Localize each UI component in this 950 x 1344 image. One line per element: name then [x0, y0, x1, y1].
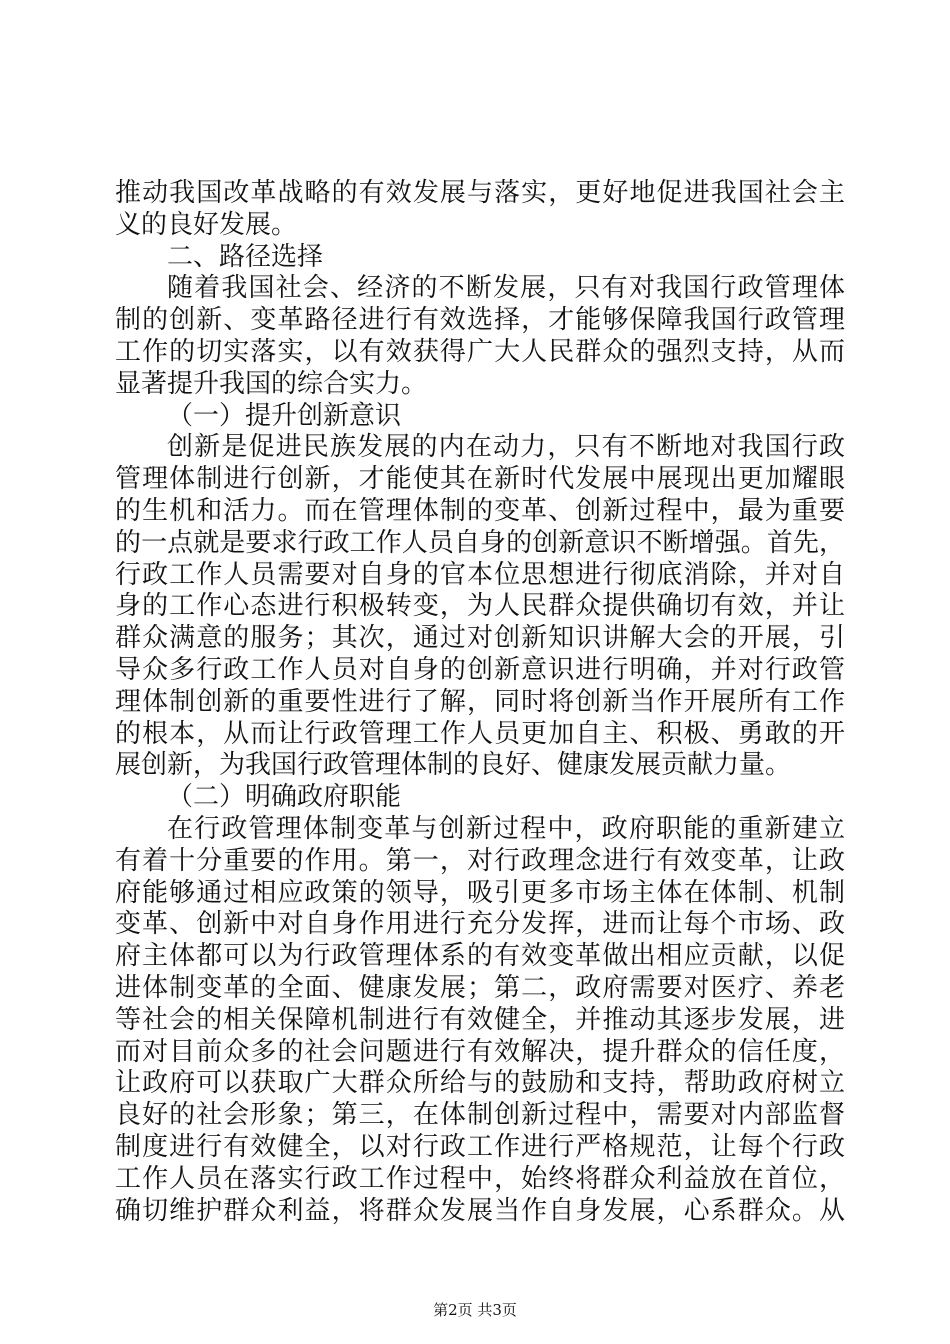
text-line: 在行政管理体制变革与创新过程中，政府职能的重新建立 [167, 813, 845, 844]
page-number-label: 第2页 共3页 [433, 1301, 517, 1319]
text-line: 展创新，为我国行政管理体制的良好、健康发展贡献力量。 [115, 750, 792, 781]
text-line: 行政工作人员需要对自身的官本位思想进行彻底消除，并对自 [115, 559, 845, 590]
text-line: 管理体制进行创新，才能使其在新时代发展中展现出更加耀眼 [115, 464, 845, 495]
text-line: 良好的社会形象；第三，在体制创新过程中，需要对内部监督 [115, 1100, 845, 1131]
text-line: 群众满意的服务；其次，通过对创新知识讲解大会的开展，引 [115, 623, 845, 654]
text-line: 工作人员在落实行政工作过程中，始终将群众利益放在首位， [115, 1163, 845, 1194]
text-line: 而对目前众多的社会问题进行有效解决，提升群众的信任度， [115, 1036, 845, 1067]
text-line: 理体制创新的重要性进行了解，同时将创新当作开展所有工作 [115, 686, 845, 717]
text-line: 显著提升我国的综合实力。 [115, 368, 428, 399]
text-line: 府主体都可以为行政管理体系的有效变革做出相应贡献，以促 [115, 941, 845, 972]
page-footer [0, 1300, 950, 1320]
text-line: 让政府可以获取广大群众所给与的鼓励和支持，帮助政府树立 [115, 1068, 845, 1099]
text-line: 创新是促进民族发展的内在动力，只有不断地对我国行政 [167, 432, 845, 463]
text-line: 随着我国社会、经济的不断发展，只有对我国行政管理体 [167, 273, 845, 304]
text-line: 的生机和活力。而在管理体制的变革、创新过程中，最为重要 [115, 495, 845, 526]
text-line: 工作的切实落实，以有效获得广大人民群众的强烈支持，从而 [115, 336, 845, 367]
subsection-heading: （一）提升创新意识 [167, 400, 402, 431]
document-body [115, 178, 845, 1227]
text-line: 确切维护群众利益，将群众发展当作自身发展，心系群众。从 [115, 1195, 845, 1226]
text-line: 制度进行有效健全，以对行政工作进行严格规范，让每个行政 [115, 1131, 845, 1162]
text-line: 制的创新、变革路径进行有效选择，才能够保障我国行政管理 [115, 305, 845, 336]
text-line: 的一点就是要求行政工作人员自身的创新意识不断增强。首先， [115, 527, 845, 558]
section-heading: 二、路径选择 [167, 241, 324, 272]
text-line: 推动我国改革战略的有效发展与落实，更好地促进我国社会主 [115, 178, 845, 208]
text-line: 的根本，从而让行政管理工作人员更加自主、积极、勇敢的开 [115, 718, 845, 749]
text-line: 义的良好发展。 [115, 209, 298, 240]
text-line: 导众多行政工作人员对自身的创新意识进行明确，并对行政管 [115, 654, 845, 685]
text-line: 变革、创新中对自身作用进行充分发挥，进而让每个市场、政 [115, 909, 845, 940]
text-line: 身的工作心态进行积极转变，为人民群众提供确切有效，并让 [115, 591, 845, 622]
subsection-heading: （二）明确政府职能 [167, 782, 402, 813]
text-line: 等社会的相关保障机制进行有效健全，并推动其逐步发展，进 [115, 1004, 845, 1035]
text-line: 有着十分重要的作用。第一，对行政理念进行有效变革，让政 [115, 845, 845, 876]
text-line: 府能够通过相应政策的领导，吸引更多市场主体在体制、机制 [115, 877, 845, 908]
text-line: 进体制变革的全面、健康发展；第二，政府需要对医疗、养老 [115, 972, 845, 1003]
